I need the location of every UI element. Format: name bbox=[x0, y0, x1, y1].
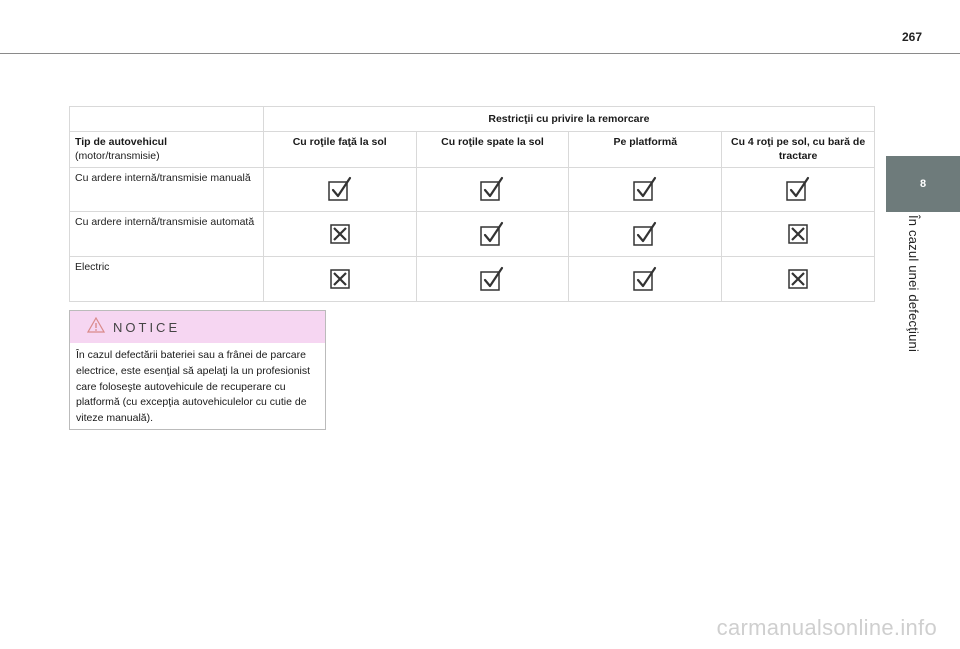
chapter-title: În cazul unei defecţiuni bbox=[906, 215, 921, 353]
status-cell bbox=[416, 167, 569, 211]
column-header: Cu roţile spate la sol bbox=[416, 132, 569, 167]
notice-title: NOTICE bbox=[113, 319, 181, 335]
status-cell bbox=[263, 211, 416, 256]
warning-triangle-icon bbox=[87, 317, 105, 338]
status-cell bbox=[263, 256, 416, 301]
chapter-tab[interactable]: 8 bbox=[886, 156, 960, 212]
table-group-header: Restricţii cu privire la remorcare bbox=[263, 107, 874, 132]
page-number: 267 bbox=[901, 30, 922, 44]
status-cell bbox=[263, 167, 416, 211]
cross-icon bbox=[727, 268, 869, 290]
cross-icon bbox=[727, 223, 869, 245]
status-cell bbox=[569, 256, 722, 301]
column-header: Pe platformă bbox=[569, 132, 722, 167]
status-cell bbox=[416, 211, 569, 256]
column-header: Cu roţile faţă la sol bbox=[263, 132, 416, 167]
table-row bbox=[70, 211, 875, 256]
status-cell bbox=[416, 256, 569, 301]
checkmark-icon bbox=[727, 176, 869, 202]
row-label: Cu ardere internă/transmisie manuală bbox=[70, 167, 264, 211]
status-cell bbox=[722, 167, 875, 211]
watermark: carmanualsonline.info bbox=[716, 615, 937, 640]
checkmark-icon bbox=[422, 221, 564, 247]
header-rule bbox=[0, 53, 960, 54]
notice-text: În cazul defectării bateriei sau a frânei de parcare electrice, este esenţial să apelaţi la un profesionist care foloseşte autovehicule de recuperare cu platformă (cu excepţia autovehiculelor cu cutie de viteze manuală). bbox=[76, 349, 311, 424]
table-group-header-row bbox=[70, 107, 875, 132]
status-cell bbox=[569, 167, 722, 211]
row-label: Cu ardere internă/transmisie automată bbox=[70, 211, 264, 256]
status-cell bbox=[722, 211, 875, 256]
notice-header bbox=[70, 311, 325, 343]
notice-box bbox=[69, 310, 326, 430]
table-corner-cell bbox=[70, 107, 264, 132]
row-header-title: Tip de autovehicul bbox=[75, 136, 167, 149]
status-cell bbox=[569, 211, 722, 256]
row-label: Electric bbox=[70, 256, 264, 301]
table-row bbox=[70, 167, 875, 211]
towing-restrictions-table bbox=[69, 106, 875, 302]
table-row bbox=[70, 256, 875, 301]
checkmark-icon bbox=[574, 176, 716, 202]
row-header-cell bbox=[70, 132, 264, 167]
row-header-subtitle: (motor/transmisie) bbox=[75, 150, 160, 163]
column-header: Cu 4 roţi pe sol, cu bară de tractare bbox=[722, 132, 875, 167]
checkmark-icon bbox=[422, 266, 564, 292]
status-cell bbox=[722, 256, 875, 301]
checkmark-icon bbox=[574, 221, 716, 247]
cross-icon bbox=[269, 223, 411, 245]
checkmark-icon bbox=[574, 266, 716, 292]
checkmark-icon bbox=[269, 176, 411, 202]
checkmark-icon bbox=[422, 176, 564, 202]
cross-icon bbox=[269, 268, 411, 290]
table-column-header-row bbox=[70, 132, 875, 167]
